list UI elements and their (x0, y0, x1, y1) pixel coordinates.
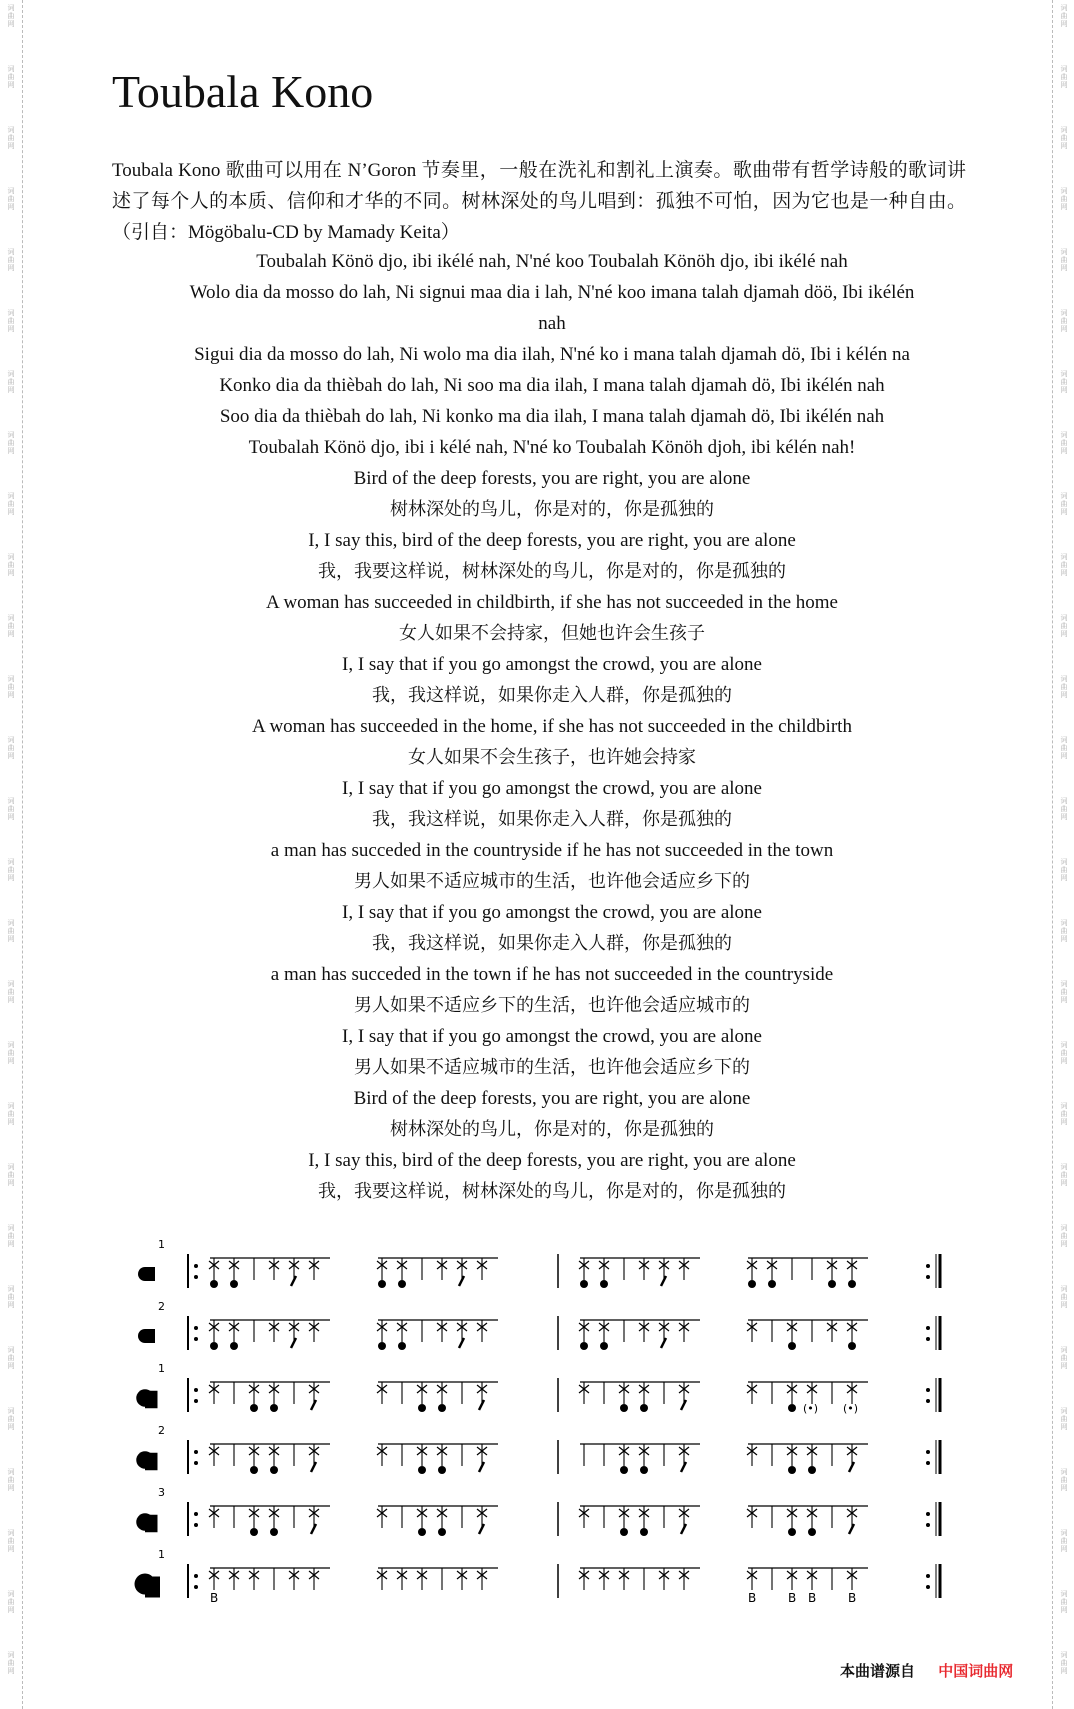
lyric-line: I, I say that if you go amongst the crowd, you are alone (342, 778, 762, 799)
stroke-dot (600, 1280, 608, 1288)
repeat-dot (194, 1512, 198, 1516)
stroke-dot (640, 1466, 648, 1474)
stroke-dot (378, 1280, 386, 1288)
part-number: 2 (158, 1424, 165, 1437)
intro-paragraph: Toubala Kono 歌曲可以用在 N’Goron 节奏里，一般在洗礼和割礼上演奏。歌曲带有哲学诗般的歌词讲述了每个人的本质、信仰和才华的不同。树林深处的鸟儿唱到：孤独不可怕，因为它也是一种自由。（引自：Mögöbalu-CD by Mamady Keita） (112, 160, 966, 243)
bass-label: B (808, 1591, 817, 1605)
watermark-text: 词 曲 网 (7, 431, 15, 455)
lyric-line: Bird of the deep forests, you are right, you are alone (353, 1088, 751, 1109)
watermark-text: 词 曲 网 (1060, 553, 1068, 577)
stroke-dot (250, 1528, 258, 1536)
stroke-dot (250, 1466, 258, 1474)
stroke-dot (768, 1280, 776, 1288)
lyric-line: Soo dia da thièbah do lah, Ni konko ma dia ilah, I mana talah djamah dö, Ibi ikélén nah (219, 406, 885, 427)
site-link[interactable]: 中国词曲网 (938, 1662, 1014, 1680)
drum-icon (145, 1329, 155, 1343)
watermark-text: 词 曲 网 (1060, 370, 1068, 394)
stroke-dot (398, 1342, 406, 1350)
lyric-line: 女人如果不会生孩子，也许她会持家 (408, 747, 696, 768)
lyric-line: Sigui dia da mosso do lah, Ni wolo ma dia ilah, N'né ko i mana talah djamah dö, Ibi i kélén na (194, 344, 910, 365)
repeat-dot (926, 1326, 930, 1330)
lyric-line: I, I say this, bird of the deep forests, you are right, you are alone (308, 1150, 796, 1171)
lyric-line: 男人如果不适应城市的生活，也许他会适应乡下的 (354, 871, 750, 892)
lyric-line: 我，我这样说，如果你走入人群，你是孤独的 (372, 685, 732, 706)
watermark-text: 词 曲 网 (1060, 1529, 1068, 1553)
repeat-dot (926, 1264, 930, 1268)
watermark-text: 词 曲 网 (7, 858, 15, 882)
watermark-text: 词 曲 网 (7, 187, 15, 211)
watermark-text: 词 曲 网 (7, 1651, 15, 1675)
watermark-text: 词 曲 网 (1060, 248, 1068, 272)
source-footer (840, 1660, 1013, 1681)
stroke-dot (210, 1280, 218, 1288)
lyric-line: Wolo dia da mosso do lah, Ni signui maa dia i lah, N'né koo imana talah djamah döö, Ibi ikélén nah (189, 282, 915, 334)
lyric-line: Konko dia da thièbah do lah, Ni soo ma dia ilah, I mana talah djamah dö, Ibi ikélén nah (219, 375, 885, 396)
watermark-text: 词 曲 网 (7, 248, 15, 272)
watermark-text: 词 曲 网 (1060, 614, 1068, 638)
watermark-text: 词 曲 网 (7, 736, 15, 760)
repeat-dot (194, 1337, 198, 1341)
lyric-line: A woman has succeeded in childbirth, if she has not succeeded in the home (266, 592, 838, 613)
stroke-dot (418, 1404, 426, 1412)
drum-icon (145, 1391, 158, 1409)
stroke-dot (418, 1528, 426, 1536)
watermark-text: 词 曲 网 (7, 1102, 15, 1126)
watermark-text: 词 曲 网 (1060, 1346, 1068, 1370)
stroke-dot (620, 1466, 628, 1474)
lyric-line: 树林深处的鸟儿，你是对的，你是孤独的 (390, 499, 714, 520)
ghost-note: (•) (843, 1402, 859, 1415)
stroke-dot (788, 1466, 796, 1474)
watermark-text: 词 曲 网 (1060, 309, 1068, 333)
stroke-dot (230, 1280, 238, 1288)
part-number: 2 (158, 1300, 165, 1313)
watermark-text: 词 曲 网 (7, 1163, 15, 1187)
lyric-line: Toubalah Könö djo, ibi i kélé nah, N'né ko Toubalah Könöh djoh, ibi kélén nah! (248, 437, 856, 458)
lyric-line: I, I say that if you go amongst the crowd, you are alone (342, 1026, 762, 1047)
watermark-text: 词 曲 网 (7, 614, 15, 638)
repeat-dot (926, 1574, 930, 1578)
watermark-text: 词 曲 网 (7, 370, 15, 394)
stroke-dot (398, 1280, 406, 1288)
repeat-dot (926, 1399, 930, 1403)
stroke-dot (808, 1528, 816, 1536)
stroke-dot (788, 1528, 796, 1536)
bass-label: B (748, 1591, 757, 1605)
stroke-dot (580, 1280, 588, 1288)
stroke-dot (580, 1342, 588, 1350)
watermark-text: 词 曲 网 (1060, 1041, 1068, 1065)
repeat-dot (926, 1275, 930, 1279)
part-number: 1 (158, 1238, 165, 1251)
watermark-text: 词 曲 网 (7, 553, 15, 577)
watermark-text: 词 曲 网 (7, 1346, 15, 1370)
repeat-dot (194, 1264, 198, 1268)
lyric-line: I, I say this, bird of the deep forests, you are right, you are alone (308, 530, 796, 551)
stroke-dot (620, 1404, 628, 1412)
lyric-line: Toubalah Könö djo, ibi ikélé nah, N'né koo Toubalah Könöh djo, ibi ikélé nah (256, 251, 848, 272)
lyric-line: 男人如果不适应城市的生活，也许他会适应乡下的 (354, 1057, 750, 1078)
lyric-line: I, I say that if you go amongst the crowd, you are alone (342, 902, 762, 923)
repeat-dot (926, 1450, 930, 1454)
watermark-text: 词 曲 网 (7, 1224, 15, 1248)
bass-label: B (210, 1591, 219, 1605)
lyric-line: 我，我要这样说，树林深处的鸟儿，你是对的，你是孤独的 (318, 561, 786, 582)
stroke-dot (270, 1404, 278, 1412)
lyric-line: 我，我要这样说，树林深处的鸟儿，你是对的，你是孤独的 (318, 1181, 786, 1202)
repeat-dot (926, 1337, 930, 1341)
lyric-line: Bird of the deep forests, you are right, you are alone (353, 468, 751, 489)
lyric-line: I, I say that if you go amongst the crowd, you are alone (342, 654, 762, 675)
part-number: 3 (158, 1486, 165, 1499)
source-label: 本曲谱源自 (840, 1662, 916, 1680)
lyric-line: 我，我这样说，如果你走入人群，你是孤独的 (372, 809, 732, 830)
watermark-text: 词 曲 网 (1060, 1468, 1068, 1492)
repeat-dot (194, 1326, 198, 1330)
drum-icon (145, 1515, 158, 1533)
watermark-text: 词 曲 网 (1060, 919, 1068, 943)
repeat-dot (194, 1523, 198, 1527)
watermark-text: 词 曲 网 (1060, 980, 1068, 1004)
repeat-dot (194, 1450, 198, 1454)
watermark-text: 词 曲 网 (7, 797, 15, 821)
watermark-text: 词 曲 网 (1060, 858, 1068, 882)
page-title: Toubala Kono (112, 66, 374, 117)
stroke-dot (848, 1342, 856, 1350)
stroke-dot (250, 1404, 258, 1412)
watermark-text: 词 曲 网 (1060, 65, 1068, 89)
watermark-text: 词 曲 网 (1060, 492, 1068, 516)
stroke-dot (788, 1342, 796, 1350)
repeat-dot (926, 1585, 930, 1589)
stroke-dot (640, 1404, 648, 1412)
repeat-dot (194, 1461, 198, 1465)
stroke-dot (270, 1528, 278, 1536)
stroke-dot (418, 1466, 426, 1474)
stroke-dot (438, 1466, 446, 1474)
watermark-text: 词 曲 网 (7, 919, 15, 943)
ghost-note: (•) (803, 1402, 819, 1415)
watermark-text: 词 曲 网 (7, 65, 15, 89)
watermark-text: 词 曲 网 (1060, 1407, 1068, 1431)
watermark-text: 词 曲 网 (1060, 736, 1068, 760)
bass-label: B (848, 1591, 857, 1605)
stroke-dot (620, 1528, 628, 1536)
stroke-dot (788, 1404, 796, 1412)
watermark-text: 词 曲 网 (7, 309, 15, 333)
watermark-text: 词 曲 网 (1060, 1590, 1068, 1614)
repeat-dot (194, 1388, 198, 1392)
watermark-text: 词 曲 网 (1060, 797, 1068, 821)
stroke-dot (848, 1280, 856, 1288)
lyric-line: 男人如果不适应乡下的生活，也许他会适应城市的 (354, 995, 750, 1016)
lyric-line: a man has succeded in the countryside if he has not succeeded in the town (270, 840, 834, 861)
watermark-text: 词 曲 网 (7, 1590, 15, 1614)
watermark-text: 词 曲 网 (7, 1407, 15, 1431)
lyric-line: a man has succeded in the town if he has not succeeded in the countryside (270, 964, 834, 985)
stroke-dot (748, 1280, 756, 1288)
drum-icon (145, 1267, 155, 1281)
watermark-text: 词 曲 网 (1060, 675, 1068, 699)
watermark-text: 词 曲 网 (7, 1468, 15, 1492)
watermark-text: 词 曲 网 (7, 980, 15, 1004)
watermark-text: 词 曲 网 (7, 1285, 15, 1309)
lyric-line: 我，我这样说，如果你走入人群，你是孤独的 (372, 933, 732, 954)
bass-label: B (788, 1591, 797, 1605)
drum-icon (145, 1453, 158, 1471)
watermark-text: 词 曲 网 (1060, 126, 1068, 150)
repeat-dot (926, 1523, 930, 1527)
stroke-dot (210, 1342, 218, 1350)
watermark-text: 词 曲 网 (7, 1041, 15, 1065)
watermark-text: 词 曲 网 (1060, 1224, 1068, 1248)
repeat-dot (926, 1461, 930, 1465)
lyric-line: 女人如果不会持家，但她也许会生孩子 (399, 623, 705, 644)
repeat-dot (926, 1388, 930, 1392)
watermark-text: 词 曲 网 (1060, 4, 1068, 28)
lyric-line: 树林深处的鸟儿，你是对的，你是孤独的 (390, 1119, 714, 1140)
repeat-dot (194, 1585, 198, 1589)
repeat-dot (926, 1512, 930, 1516)
part-number: 1 (158, 1362, 165, 1375)
stroke-dot (828, 1280, 836, 1288)
watermark-text: 词 曲 网 (1060, 187, 1068, 211)
stroke-dot (808, 1466, 816, 1474)
watermark-text: 词 曲 网 (7, 492, 15, 516)
stroke-dot (438, 1404, 446, 1412)
watermark-text: 词 曲 网 (1060, 431, 1068, 455)
watermark-text: 词 曲 网 (1060, 1651, 1068, 1675)
drum-icon (145, 1577, 160, 1598)
watermark-text: 词 曲 网 (1060, 1285, 1068, 1309)
stroke-dot (438, 1528, 446, 1536)
watermark-text: 词 曲 网 (1060, 1102, 1068, 1126)
watermark-text: 词 曲 网 (1060, 1163, 1068, 1187)
lyric-line: A woman has succeeded in the home, if she has not succeeded in the childbirth (252, 716, 852, 737)
watermark-text: 词 曲 网 (7, 1529, 15, 1553)
watermark-text: 词 曲 网 (7, 675, 15, 699)
stroke-dot (270, 1466, 278, 1474)
stroke-dot (230, 1342, 238, 1350)
part-number: 1 (158, 1548, 165, 1561)
repeat-dot (194, 1399, 198, 1403)
repeat-dot (194, 1574, 198, 1578)
watermark-text: 词 曲 网 (7, 126, 15, 150)
stroke-dot (640, 1528, 648, 1536)
repeat-dot (194, 1275, 198, 1279)
stroke-dot (378, 1342, 386, 1350)
stroke-dot (600, 1342, 608, 1350)
watermark-text: 词 曲 网 (7, 4, 15, 28)
